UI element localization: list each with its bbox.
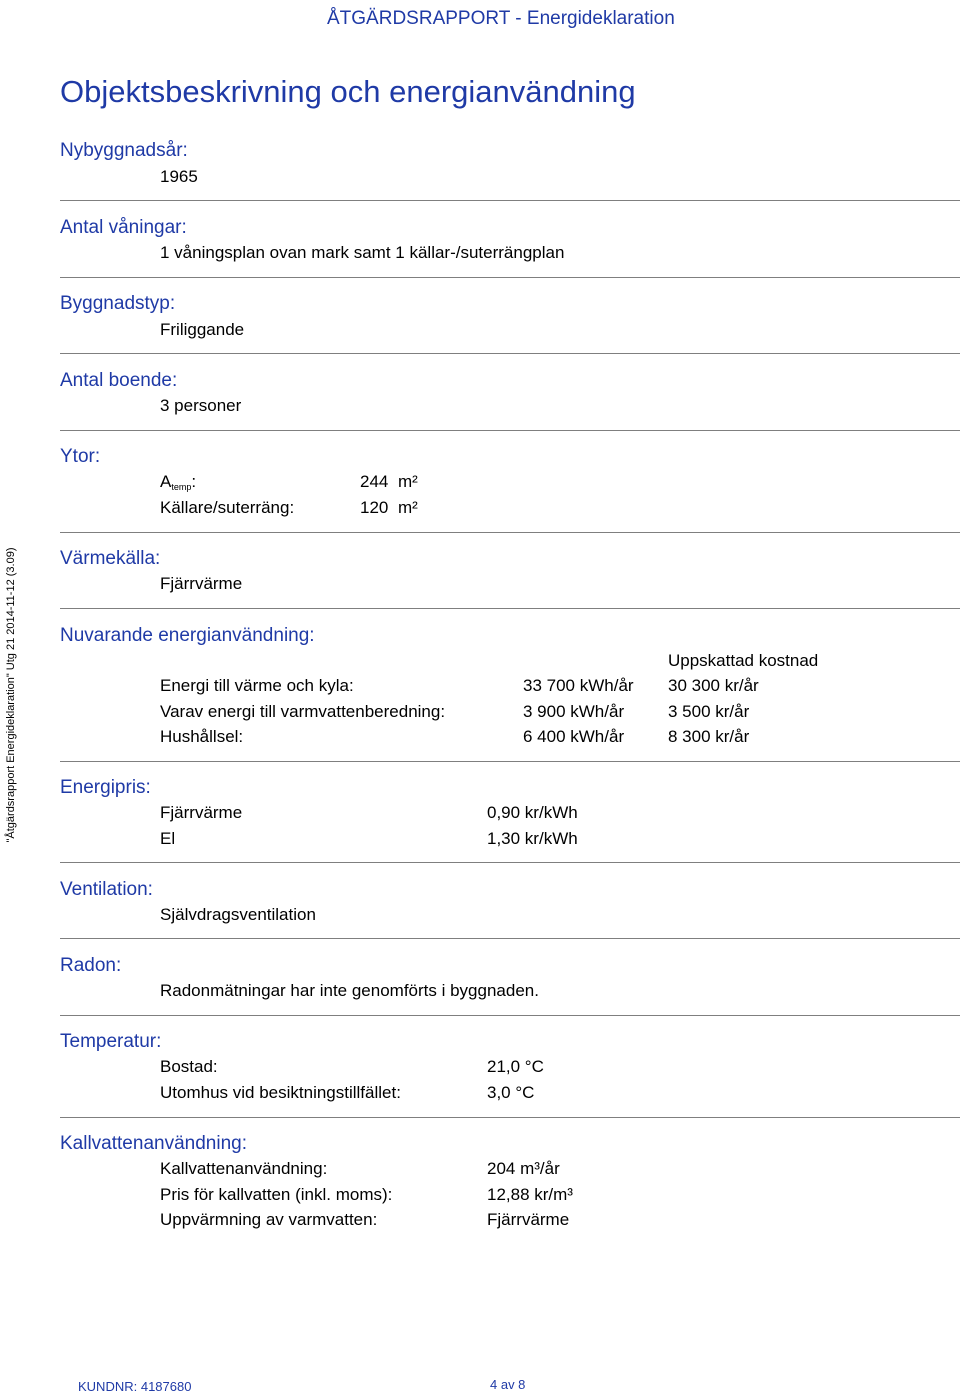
atemp-label: $A_{temp}$: [160, 472, 197, 492]
temperatur-row-name: Bostad: [160, 1057, 218, 1076]
energy-row-cost: 8 300 kr/år [668, 727, 750, 746]
temperatur-row-name: Utomhus vid besiktningstillfället: [160, 1083, 401, 1102]
energy-row-name: Energi till värme och kyla: [160, 676, 354, 695]
kallare-unit: m² [398, 498, 418, 517]
energipris-row-name: El [160, 829, 176, 848]
energy-row-value: 33 700 kWh/år [523, 676, 634, 695]
kallvatten-row-name: Kallvattenanvändning: [160, 1159, 328, 1178]
divider [60, 1015, 960, 1016]
kallvatten-row-value: Fjärrvärme [487, 1210, 570, 1229]
antal-boende-label: Antal boende: [60, 370, 178, 391]
divider [60, 353, 960, 354]
nybyggnadsar-label: Nybyggnadsår: [60, 140, 188, 161]
atemp-value: 244 [360, 472, 389, 491]
antal-vaningar-label: Antal våningar: [60, 217, 187, 238]
page-title: Objektsbeskrivning och energianvändning [60, 74, 636, 109]
cost-header: Uppskattad kostnad [668, 651, 819, 670]
energy-row-value: 3 900 kWh/år [523, 702, 625, 721]
temperatur-label: Temperatur: [60, 1031, 162, 1052]
energy-row-cost: 3 500 kr/år [668, 702, 750, 721]
divider [60, 1117, 960, 1118]
report-header: ÅTGÄRDSRAPPORT - Energideklaration [327, 8, 675, 29]
energy-row-cost: 30 300 kr/år [668, 676, 759, 695]
kallare-label: Källare/suterräng: [160, 498, 295, 517]
energy-row-value: 6 400 kWh/år [523, 727, 625, 746]
kallvatten-row-name: Pris för kallvatten (inkl. moms): [160, 1185, 393, 1204]
antal-vaningar-value: 1 våningsplan ovan mark samt 1 källar-/suterrängplan [160, 243, 565, 262]
ventilation-label: Ventilation: [60, 879, 153, 900]
antal-boende-value: 3 personer [160, 396, 242, 415]
kallare-value: 120 [360, 498, 389, 517]
radon-value: Radonmätningar har inte genomförts i byggnaden. [160, 981, 539, 1000]
energipris-row-price: 0,90 kr/kWh [487, 803, 578, 822]
energipris-label: Energipris: [60, 777, 151, 798]
divider [60, 608, 960, 609]
divider [60, 761, 960, 762]
footer-kundnr: KUNDNR: 4187680 [78, 1379, 192, 1394]
kallvatten-row-name: Uppvärmning av varmvatten: [160, 1210, 378, 1229]
ventilation-value: Självdragsventilation [160, 905, 316, 924]
divider [60, 862, 960, 863]
varmekalla-label: Värmekälla: [60, 548, 161, 569]
varmekalla-value: Fjärrvärme [160, 574, 243, 593]
byggnadstyp-value: Friliggande [160, 320, 245, 339]
temperatur-row-value: 21,0 °C [487, 1057, 544, 1076]
kallvatten-label: Kallvattenanvändning: [60, 1133, 247, 1154]
energy-row-name: Hushållsel: [160, 727, 244, 746]
divider [60, 277, 960, 278]
ytor-label: Ytor: [60, 446, 101, 467]
temperatur-row-value: 3,0 °C [487, 1083, 535, 1102]
kallvatten-row-value: 12,88 kr/m³ [487, 1185, 573, 1204]
footer-page-number: 4 av 8 [490, 1377, 526, 1392]
divider [60, 532, 960, 533]
nuvarande-label: Nuvarande energianvändning: [60, 625, 315, 646]
kallvatten-row-value: 204 m³/år [487, 1159, 560, 1178]
energipris-row-price: 1,30 kr/kWh [487, 829, 578, 848]
divider [60, 430, 960, 431]
atemp-unit: m² [398, 472, 418, 491]
energy-row-name: Varav energi till varmvattenberedning: [160, 702, 446, 721]
radon-label: Radon: [60, 955, 122, 976]
divider [60, 200, 960, 201]
divider [60, 938, 960, 939]
nybyggnadsar-value: 1965 [160, 167, 198, 186]
side-version-label: "Åtgärdsrapport Energideklaration" Utg 21 2014-11-12 (3.09) [5, 547, 17, 843]
byggnadstyp-label: Byggnadstyp: [60, 293, 176, 314]
energipris-row-name: Fjärrvärme [160, 803, 243, 822]
